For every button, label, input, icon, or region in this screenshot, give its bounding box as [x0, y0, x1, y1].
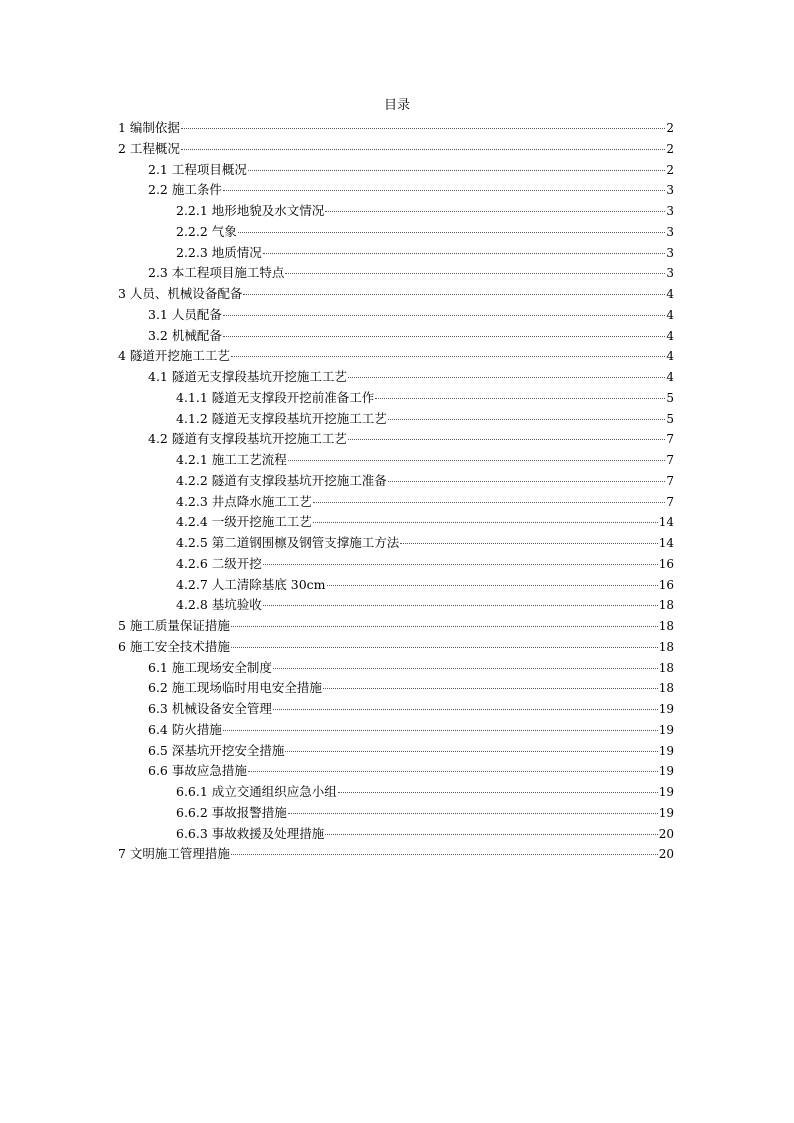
- toc-dot-leader: [285, 273, 665, 274]
- toc-dot-leader: [238, 232, 666, 233]
- toc-dot-leader: [400, 543, 657, 544]
- toc-entry-label: 3.1 人员配备: [148, 306, 222, 322]
- toc-entry[interactable]: [118, 637, 674, 658]
- toc-dot-leader: [223, 730, 658, 731]
- toc-title: 目录: [383, 98, 410, 113]
- toc-page-number: 18: [658, 660, 674, 675]
- toc-dot-leader: [263, 605, 658, 606]
- toc-entry-label: 4.2.8 基坑验收: [176, 597, 262, 613]
- toc-entry-label: 3 人员、机械设备配备: [118, 286, 243, 301]
- toc-entry-label: 3.2 机械配备: [148, 327, 222, 343]
- toc-dot-leader: [181, 149, 665, 150]
- toc-entry[interactable]: [118, 595, 674, 616]
- toc-page-number: 18: [658, 639, 674, 654]
- toc-dot-leader: [288, 813, 658, 814]
- toc-entry-label: 4.1.1 隧道无支撑段开挖前准备工作: [176, 389, 375, 405]
- toc-dot-leader: [325, 211, 665, 212]
- toc-page-number: 2: [666, 121, 674, 135]
- toc-dot-leader: [231, 647, 658, 648]
- toc-dot-leader: [388, 481, 666, 482]
- toc-page-number: 7: [666, 494, 674, 509]
- toc-entry[interactable]: [118, 699, 674, 720]
- toc-entry[interactable]: [118, 118, 674, 139]
- toc-entry-label: 6.5 深基坑开挖安全措施: [148, 742, 285, 758]
- toc-entry[interactable]: [118, 450, 674, 471]
- toc-dot-leader: [338, 792, 658, 793]
- toc-dot-leader: [263, 253, 666, 254]
- toc-page-number: 5: [666, 411, 674, 426]
- toc-page-number: 18: [658, 681, 674, 696]
- toc-entry-label: 6.1 施工现场安全制度: [148, 659, 272, 675]
- toc-entry[interactable]: [118, 844, 674, 865]
- toc-dot-leader: [263, 564, 658, 565]
- toc-page-number: 16: [658, 556, 674, 571]
- toc-entry-label: 6.2 施工现场临时用电安全措施: [148, 680, 322, 696]
- toc-page-number: 16: [658, 577, 674, 592]
- toc-entry[interactable]: [118, 305, 674, 326]
- toc-page-number: 20: [658, 847, 674, 862]
- toc-dot-leader: [273, 668, 658, 669]
- toc-entry[interactable]: [118, 160, 674, 181]
- toc-page-number: 14: [658, 515, 674, 530]
- toc-entry-label: 6.3 机械设备安全管理: [148, 701, 272, 716]
- toc-entry-label: 4.2.7 人工清除基底 30cm: [176, 576, 326, 592]
- toc-entry-label: 6.6.2 事故报警措施: [176, 804, 287, 820]
- toc-entry[interactable]: [118, 678, 674, 699]
- toc-page-number: 20: [658, 826, 674, 841]
- toc-entry[interactable]: [118, 471, 674, 492]
- toc-entry-label: 6.6.1 成立交通组织应急小组: [176, 784, 337, 799]
- toc-dot-leader: [231, 356, 665, 357]
- toc-page-number: 19: [658, 785, 674, 799]
- toc-dot-leader: [348, 377, 666, 378]
- toc-entry-label: 2.2 施工条件: [148, 182, 222, 198]
- toc-entry[interactable]: [118, 409, 674, 430]
- toc-entry-label: 2.2.1 地形地貌及水文情况: [176, 203, 325, 218]
- toc-page-number: 19: [658, 743, 674, 758]
- toc-dot-leader: [181, 128, 665, 129]
- toc-entry-label: 4 隧道开挖施工工艺: [118, 348, 230, 364]
- toc-page-number: 3: [666, 224, 674, 239]
- toc-page-number: 4: [666, 349, 674, 364]
- toc-dot-leader: [313, 502, 666, 503]
- toc-entry[interactable]: [118, 616, 674, 637]
- toc-list: [118, 118, 674, 865]
- toc-entry[interactable]: [118, 284, 674, 305]
- toc-dot-leader: [323, 688, 658, 689]
- toc-entry[interactable]: [118, 554, 674, 575]
- toc-page-number: 2: [666, 141, 674, 156]
- toc-page-number: 7: [666, 432, 674, 447]
- toc-entry[interactable]: [118, 180, 674, 201]
- toc-entry-label: 4.2.3 井点降水施工工艺: [176, 493, 312, 509]
- toc-entry[interactable]: [118, 575, 674, 596]
- toc-page-number: 19: [658, 764, 674, 779]
- toc-entry-label: 4.1.2 隧道无支撑段基坑开挖施工工艺: [176, 410, 387, 426]
- toc-page-number: 7: [666, 453, 674, 467]
- toc-dot-leader: [375, 398, 665, 399]
- toc-page-number: 19: [658, 702, 674, 716]
- toc-dot-leader: [348, 439, 666, 440]
- toc-entry-label: 2 工程概况: [118, 140, 180, 156]
- toc-dot-leader: [288, 460, 666, 461]
- toc-page-number: 3: [666, 245, 674, 260]
- toc-entry[interactable]: [118, 429, 674, 450]
- toc-entry-label: 6.4 防火措施: [148, 721, 222, 737]
- toc-dot-leader: [231, 854, 658, 855]
- toc-dot-leader: [325, 834, 657, 835]
- toc-page-number: 3: [666, 266, 674, 281]
- toc-page-number: 14: [658, 536, 674, 550]
- toc-dot-leader: [243, 294, 665, 295]
- toc-page-number: 18: [658, 598, 674, 613]
- toc-page-number: 4: [666, 328, 674, 343]
- toc-entry[interactable]: [118, 243, 674, 264]
- toc-dot-leader: [327, 585, 658, 586]
- toc-page-number: 2: [666, 162, 674, 177]
- toc-page-number: 19: [658, 722, 674, 737]
- toc-entry[interactable]: [118, 533, 674, 554]
- toc-entry-label: 2.2.3 地质情况: [176, 244, 262, 260]
- toc-dot-leader: [223, 336, 666, 337]
- toc-entry[interactable]: [118, 720, 674, 741]
- toc-entry-label: 7 文明施工管理措施: [118, 846, 230, 862]
- toc-entry-label: 4.2.2 隧道有支撑段基坑开挖施工准备: [176, 472, 387, 488]
- toc-dot-leader: [273, 709, 658, 710]
- toc-entry[interactable]: [118, 741, 674, 762]
- toc-dot-leader: [248, 170, 666, 171]
- toc-entry-label: 1 编制依据: [118, 120, 180, 135]
- toc-entry-label: 2.2.2 气象: [176, 223, 237, 239]
- toc-entry[interactable]: [118, 824, 674, 845]
- toc-entry[interactable]: [118, 782, 674, 803]
- toc-page-number: 5: [666, 390, 674, 405]
- toc-entry[interactable]: [118, 761, 674, 782]
- toc-dot-leader: [231, 626, 658, 627]
- toc-page-number: 19: [658, 805, 674, 820]
- toc-entry[interactable]: [118, 139, 674, 160]
- toc-entry-label: 2.3 本工程项目施工特点: [148, 265, 285, 281]
- toc-dot-leader: [313, 522, 658, 523]
- toc-page-number: 3: [666, 204, 674, 218]
- toc-entry[interactable]: [118, 326, 674, 347]
- toc-entry-label: 2.1 工程项目概况: [148, 161, 247, 177]
- toc-entry-label: 5 施工质量保证措施: [118, 618, 230, 633]
- toc-entry-label: 4.2.5 第二道钢围檩及钢管支撑施工方法: [176, 535, 400, 550]
- toc-entry[interactable]: [118, 492, 674, 513]
- toc-entry-label: 4.2.6 二级开挖: [176, 555, 262, 571]
- toc-page-number: 4: [666, 287, 674, 301]
- toc-entry-label: 6 施工安全技术措施: [118, 638, 230, 654]
- toc-page-number: 18: [658, 619, 674, 633]
- toc-dot-leader: [223, 315, 666, 316]
- toc-dot-leader: [285, 751, 657, 752]
- toc-entry-label: 6.6.3 事故救援及处理措施: [176, 825, 325, 841]
- toc-entry[interactable]: [118, 388, 674, 409]
- toc-entry[interactable]: [118, 263, 674, 284]
- toc-page-number: 3: [666, 183, 674, 198]
- toc-entry[interactable]: [118, 367, 674, 388]
- toc-entry[interactable]: [118, 201, 674, 222]
- toc-entry-label: 4.2.4 一级开挖施工工艺: [176, 514, 312, 530]
- toc-entry-label: 6.6 事故应急措施: [148, 763, 247, 779]
- toc-dot-leader: [248, 771, 658, 772]
- toc-page-number: 7: [666, 473, 674, 488]
- toc-entry-label: 4.1 隧道无支撑段基坑开挖施工工艺: [148, 369, 347, 384]
- toc-entry[interactable]: [118, 658, 674, 679]
- toc-entry-label: 4.2.1 施工工艺流程: [176, 452, 287, 467]
- toc-entry[interactable]: [118, 803, 674, 824]
- toc-entry[interactable]: [118, 222, 674, 243]
- toc-entry[interactable]: [118, 346, 674, 367]
- toc-page-number: 4: [666, 370, 674, 384]
- toc-page-number: 4: [666, 307, 674, 322]
- toc-dot-leader: [388, 419, 666, 420]
- toc-entry-label: 4.2 隧道有支撑段基坑开挖施工工艺: [148, 431, 347, 447]
- toc-entry[interactable]: [118, 512, 674, 533]
- toc-dot-leader: [223, 190, 666, 191]
